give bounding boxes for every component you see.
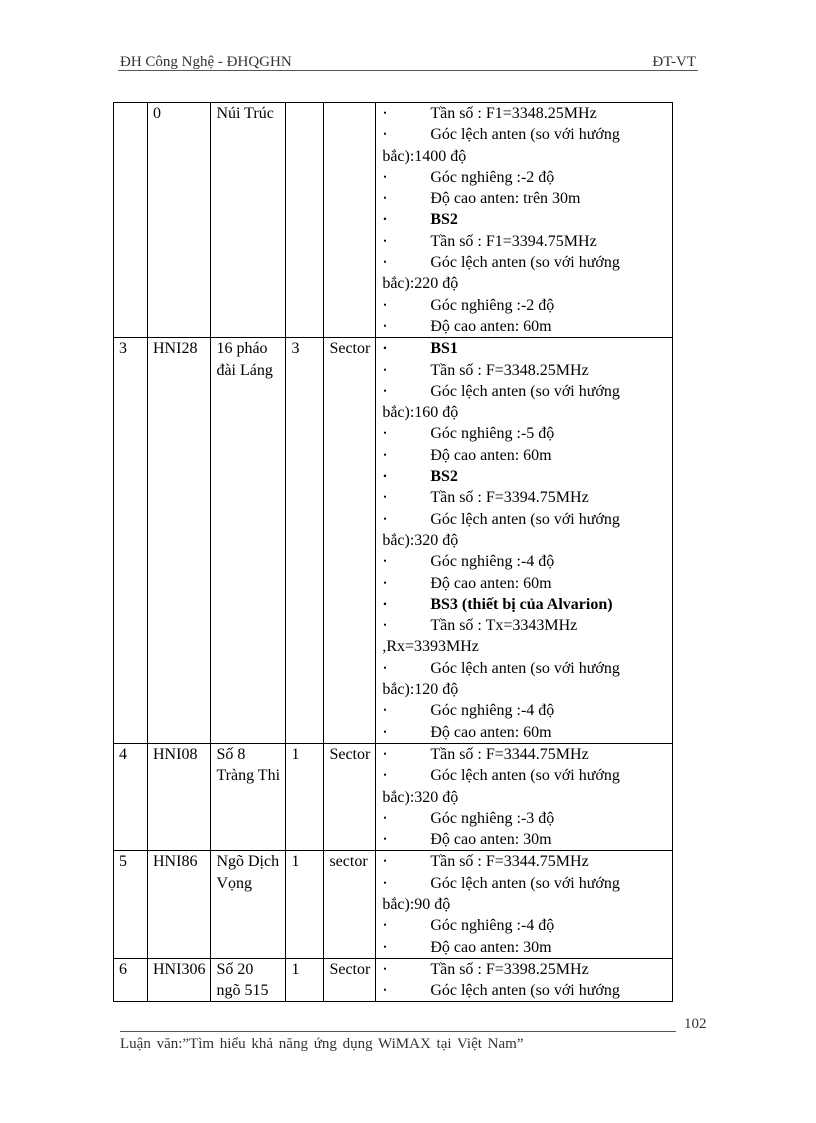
detail-item: • Tần số : F=3348.25MHz — [382, 360, 668, 381]
detail-item: • Độ cao anten: 30m — [382, 829, 668, 850]
detail-item: • Tần số : F1=3394.75MHz — [382, 231, 668, 252]
footer-rule — [120, 1031, 676, 1032]
detail-item: • Góc nghiêng :-4 độ — [382, 551, 668, 572]
cell-no — [114, 103, 148, 338]
detail-item: • Góc nghiêng :-4 độ — [382, 915, 668, 936]
detail-item: • Góc lệch anten (so với hướng bắc):160 độ — [382, 381, 668, 424]
cell-antenna-details — [376, 851, 673, 958]
table-row — [114, 851, 673, 958]
cell-address: Núi Trúc — [211, 103, 286, 338]
cell-antenna-type: Sector — [324, 743, 376, 850]
detail-list — [382, 338, 668, 743]
detail-item: • Góc nghiêng :-2 độ — [382, 167, 668, 188]
detail-item: • Góc lệch anten (so với hướng — [382, 980, 668, 1001]
cell-address: Số 8 Tràng Thi — [211, 743, 286, 850]
cell-site-code: HNI28 — [148, 338, 211, 744]
detail-item: • Độ cao anten: trên 30m — [382, 188, 668, 209]
cell-site-code: 0 — [148, 103, 211, 338]
cell-sector-count — [286, 103, 324, 338]
detail-item: • Góc lệch anten (so với hướng bắc):1400 độ — [382, 124, 668, 167]
detail-list — [382, 744, 668, 850]
detail-item: • Độ cao anten: 60m — [382, 445, 668, 466]
detail-item: • Góc nghiêng :-5 độ — [382, 423, 668, 444]
cell-address: 16 pháo đài Láng — [211, 338, 286, 744]
cell-address: Số 20 ngõ 515 — [211, 958, 286, 1002]
footer-thesis-title: Luận văn:”Tìm hiểu khả năng ứng dụng WiMAX tại Việt Nam” — [120, 1036, 524, 1052]
detail-item: • Tần số : Tx=3343MHz ,Rx=3393MHz — [382, 615, 668, 658]
cell-site-code: HNI86 — [148, 851, 211, 958]
cell-antenna-details — [376, 103, 673, 338]
detail-item: • Độ cao anten: 60m — [382, 722, 668, 743]
cell-no: 4 — [114, 743, 148, 850]
detail-item: • Tần số : F1=3348.25MHz — [382, 103, 668, 124]
table-row — [114, 743, 673, 850]
detail-item: • Tần số : F=3344.75MHz — [382, 851, 668, 872]
detail-item: • Tần số : F=3344.75MHz — [382, 744, 668, 765]
detail-item: • Góc nghiêng :-4 độ — [382, 700, 668, 721]
cell-no: 6 — [114, 958, 148, 1002]
cell-site-code: HNI306 — [148, 958, 211, 1002]
cell-antenna-type: Sector — [324, 338, 376, 744]
table-row — [114, 958, 673, 1002]
cell-no: 5 — [114, 851, 148, 958]
detail-item: • Góc lệch anten (so với hướng bắc):220 độ — [382, 252, 668, 295]
header-rule — [118, 70, 698, 71]
detail-item: • Độ cao anten: 30m — [382, 937, 668, 958]
detail-item: • Góc lệch anten (so với hướng bắc):320 độ — [382, 509, 668, 552]
detail-item: • Góc lệch anten (so với hướng bắc):90 độ — [382, 873, 668, 916]
detail-item: • BS2 — [382, 466, 668, 487]
detail-item: • BS2 — [382, 209, 668, 230]
detail-item: • Độ cao anten: 60m — [382, 573, 668, 594]
detail-item: • Tần số : F=3394.75MHz — [382, 487, 668, 508]
detail-item: • Góc lệch anten (so với hướng bắc):320 độ — [382, 765, 668, 808]
detail-list — [382, 959, 668, 1002]
detail-item: • Góc nghiêng :-2 độ — [382, 295, 668, 316]
detail-item: • Độ cao anten: 60m — [382, 316, 668, 337]
cell-antenna-type: Sector — [324, 958, 376, 1002]
detail-list — [382, 103, 668, 337]
detail-item: • BS1 — [382, 338, 668, 359]
detail-item: • Góc lệch anten (so với hướng bắc):120 độ — [382, 658, 668, 701]
cell-sector-count: 1 — [286, 743, 324, 850]
detail-item: • Góc nghiêng :-3 độ — [382, 808, 668, 829]
detail-item: • BS3 (thiết bị của Alvarion) — [382, 594, 668, 615]
detail-list — [382, 851, 668, 957]
cell-antenna-details — [376, 958, 673, 1002]
page-number: 102 — [684, 1016, 707, 1032]
cell-antenna-details — [376, 743, 673, 850]
cell-antenna-details — [376, 338, 673, 744]
cell-site-code: HNI08 — [148, 743, 211, 850]
header-department: ĐT-VT — [652, 54, 696, 70]
cell-sector-count: 1 — [286, 958, 324, 1002]
cell-no: 3 — [114, 338, 148, 744]
cell-antenna-type — [324, 103, 376, 338]
base-station-table — [113, 102, 673, 1002]
cell-sector-count: 3 — [286, 338, 324, 744]
header-institution: ĐH Công Nghệ - ĐHQGHN — [120, 54, 292, 70]
cell-sector-count: 1 — [286, 851, 324, 958]
detail-item: • Tần số : F=3398.25MHz — [382, 959, 668, 980]
cell-antenna-type: sector — [324, 851, 376, 958]
cell-address: Ngõ Dịch Vọng — [211, 851, 286, 958]
table-row — [114, 103, 673, 338]
table-row — [114, 338, 673, 744]
